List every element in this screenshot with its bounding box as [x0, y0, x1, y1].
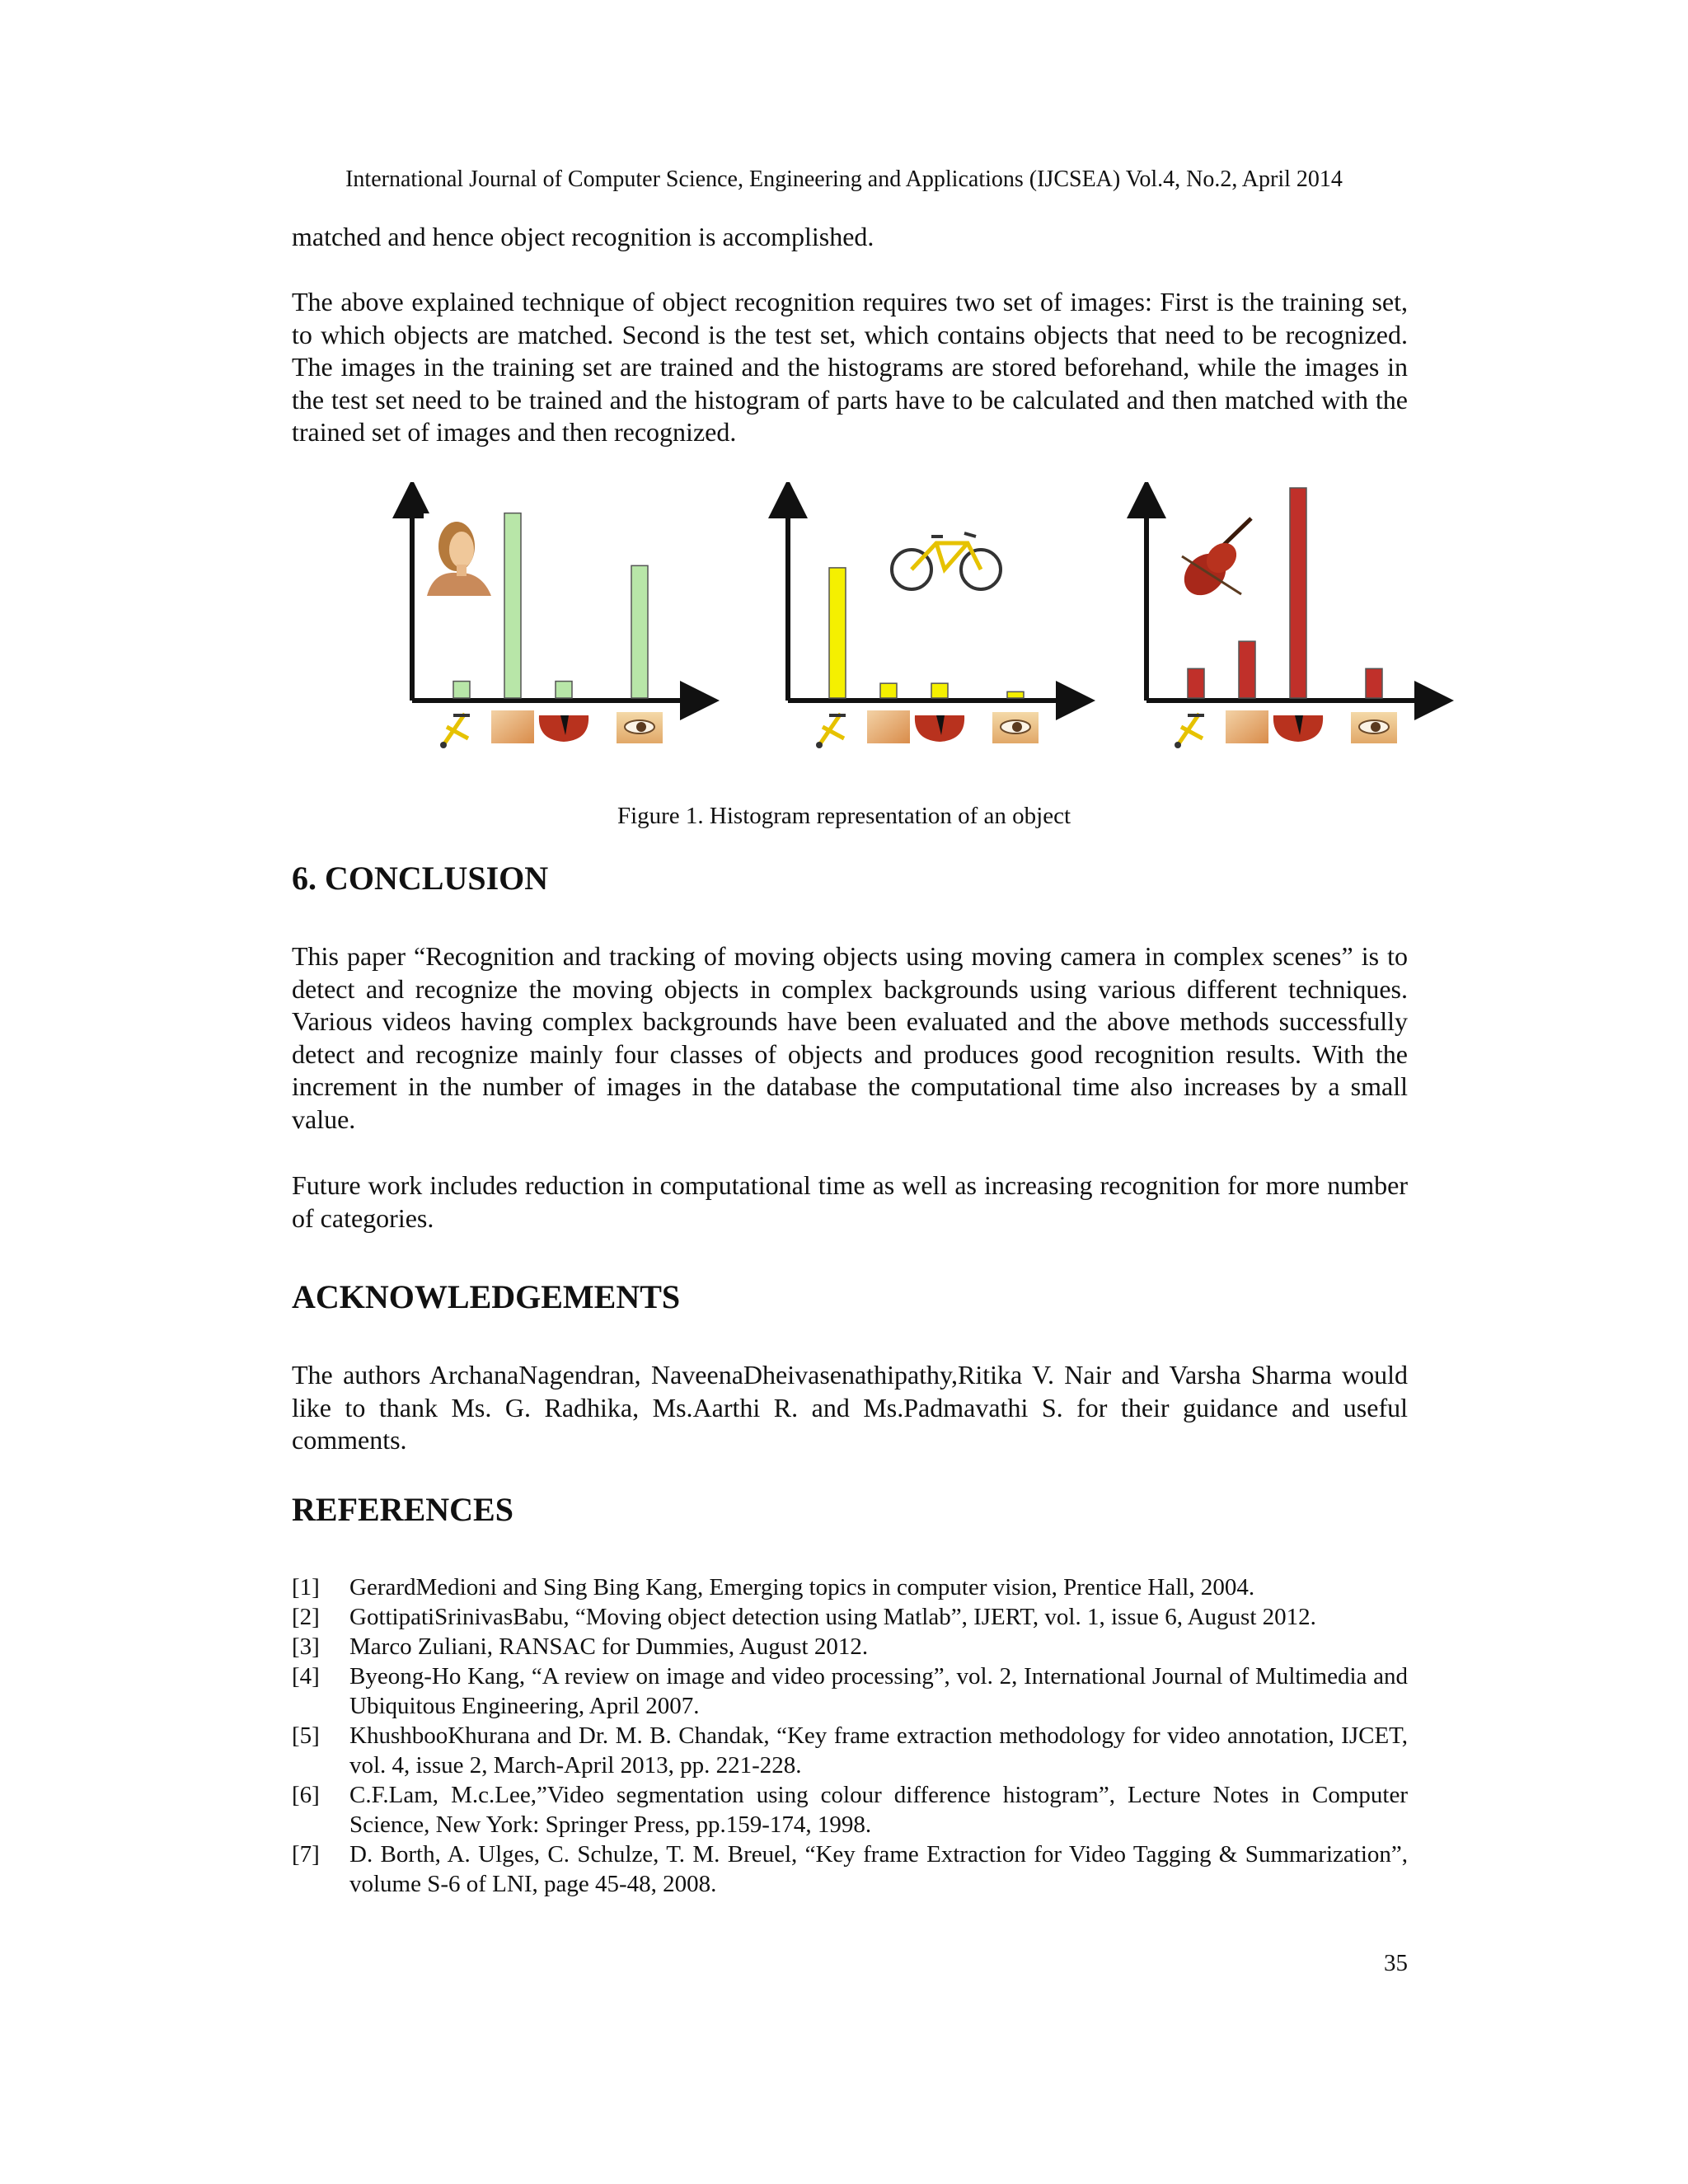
histogram-charts	[387, 482, 1459, 762]
heading-acknowledgements: ACKNOWLEDGEMENTS	[292, 1278, 681, 1315]
eye-patch-icon	[992, 712, 1039, 743]
bicycle-part-icon	[816, 714, 846, 748]
reference-item	[292, 1840, 1408, 1899]
reference-text: GottipatiSrinivasBabu, “Moving object detection using Matlab”, IJERT, vol. 1, issue 6, August 2012.	[349, 1604, 1316, 1630]
histogram-panel	[1146, 488, 1434, 748]
violin-part-icon	[1273, 715, 1323, 742]
histogram-bar	[931, 683, 948, 698]
paragraph-future-work: Future work includes reduction in computational time as well as increasing recognition for more number of categories.	[292, 1170, 1408, 1233]
histogram-bar	[1239, 641, 1255, 698]
violin-part-icon	[915, 715, 964, 742]
histogram-bar	[829, 568, 846, 698]
figure-histograms	[387, 482, 1459, 762]
reference-text: D. Borth, A. Ulges, C. Schulze, T. M. Breuel, “Key frame Extraction for Video Tagging & Summarization”, volume S-6 of LNI, page 45-48, 2008.	[349, 1841, 1408, 1897]
paragraph-conclusion: This paper “Recognition and tracking of moving objects using moving camera in complex scenes” is to detect and recognize the moving objects in complex backgrounds using various different techniques. Various videos having complex backgrounds have been evaluated and the above methods successfully detect and recognize mainly four classes of objects and produces good recognition results. With the increment in the number of images in the database the computational time also increases by a small value.	[292, 941, 1408, 1134]
reference-number: [5]	[292, 1722, 320, 1749]
histogram-bar	[1290, 488, 1306, 698]
reference-item	[292, 1572, 1408, 1602]
reference-item	[292, 1780, 1408, 1840]
reference-text: C.F.Lam, M.c.Lee,”Video segmentation using colour difference histogram”, Lecture Notes in Computer Science, New York: Springer Press, pp.159-174, 1998.	[349, 1782, 1408, 1838]
bicycle-part-icon	[1175, 714, 1204, 748]
histogram-bar	[631, 565, 648, 698]
histogram-bar	[556, 682, 572, 698]
reference-number: [6]	[292, 1782, 320, 1808]
reference-item	[292, 1602, 1408, 1632]
skin-patch-icon	[1226, 710, 1268, 743]
eye-patch-icon	[617, 712, 663, 743]
reference-text: KhushbooKhurana and Dr. M. B. Chandak, “Key frame extraction methodology for video annotation, IJCET, vol. 4, issue 2, March-April 2013, pp. 221-228.	[349, 1722, 1408, 1779]
skin-patch-icon	[491, 710, 534, 743]
violin-part-icon	[539, 715, 588, 742]
page-number: 35	[1384, 1950, 1408, 1976]
reference-text: Byeong-Ho Kang, “A review on image and video processing”, vol. 2, International Journal of Multimedia and Ubiquitous Engineering, April 2007.	[349, 1663, 1408, 1719]
reference-number: [3]	[292, 1633, 320, 1660]
figure-caption: Figure 1. Histogram representation of an object	[617, 803, 1071, 829]
histogram-panel	[412, 499, 700, 748]
heading-conclusion: 6. CONCLUSION	[292, 860, 549, 897]
reference-item	[292, 1632, 1408, 1661]
reference-list	[292, 1572, 1408, 1899]
portrait-icon	[424, 513, 493, 596]
histogram-bar	[453, 682, 470, 698]
paragraph-acknowledgements: The authors ArchanaNagendran, NaveenaDheivasenathipathy,Ritika V. Nair and Varsha Sharma would like to thank Ms. G. Radhika, Ms.Aarthi R. and Ms.Padmavathi S. for their guidance and useful comments.	[292, 1360, 1408, 1455]
histogram-bar	[880, 683, 897, 698]
histogram-panel	[788, 499, 1076, 748]
paragraph-training-test-sets: The above explained technique of object recognition requires two set of images: First is the training set, to which objects are matched. Second is the test set, which contains objects that need to be recognized. The images in the training set are trained and the histograms are stored beforehand, while the images in the test set need to be trained and the histogram of parts have to be calculated and then matched with the trained set of images and then recognized.	[292, 287, 1408, 447]
reference-item	[292, 1661, 1408, 1721]
bicycle-icon	[892, 533, 1001, 589]
paragraph-continued: matched and hence object recognition is accomplished.	[292, 222, 874, 251]
violin-icon	[1176, 518, 1251, 603]
histogram-bar	[504, 513, 521, 698]
reference-number: [7]	[292, 1841, 320, 1868]
histogram-bar	[1188, 668, 1204, 698]
reference-item	[292, 1721, 1408, 1780]
reference-number: [1]	[292, 1574, 320, 1601]
eye-patch-icon	[1351, 712, 1397, 743]
reference-text: GerardMedioni and Sing Bing Kang, Emerging topics in computer vision, Prentice Hall, 2004.	[349, 1574, 1255, 1601]
histogram-bar	[1366, 668, 1382, 698]
reference-number: [4]	[292, 1663, 320, 1690]
running-head: International Journal of Computer Science, Engineering and Applications (IJCSEA) Vol.4, No.2, April 2014	[345, 166, 1343, 192]
skin-patch-icon	[867, 710, 910, 743]
heading-references: REFERENCES	[292, 1491, 513, 1528]
bicycle-part-icon	[440, 714, 470, 748]
reference-text: Marco Zuliani, RANSAC for Dummies, August 2012.	[349, 1633, 869, 1660]
reference-number: [2]	[292, 1604, 320, 1630]
histogram-bar	[1007, 691, 1024, 698]
